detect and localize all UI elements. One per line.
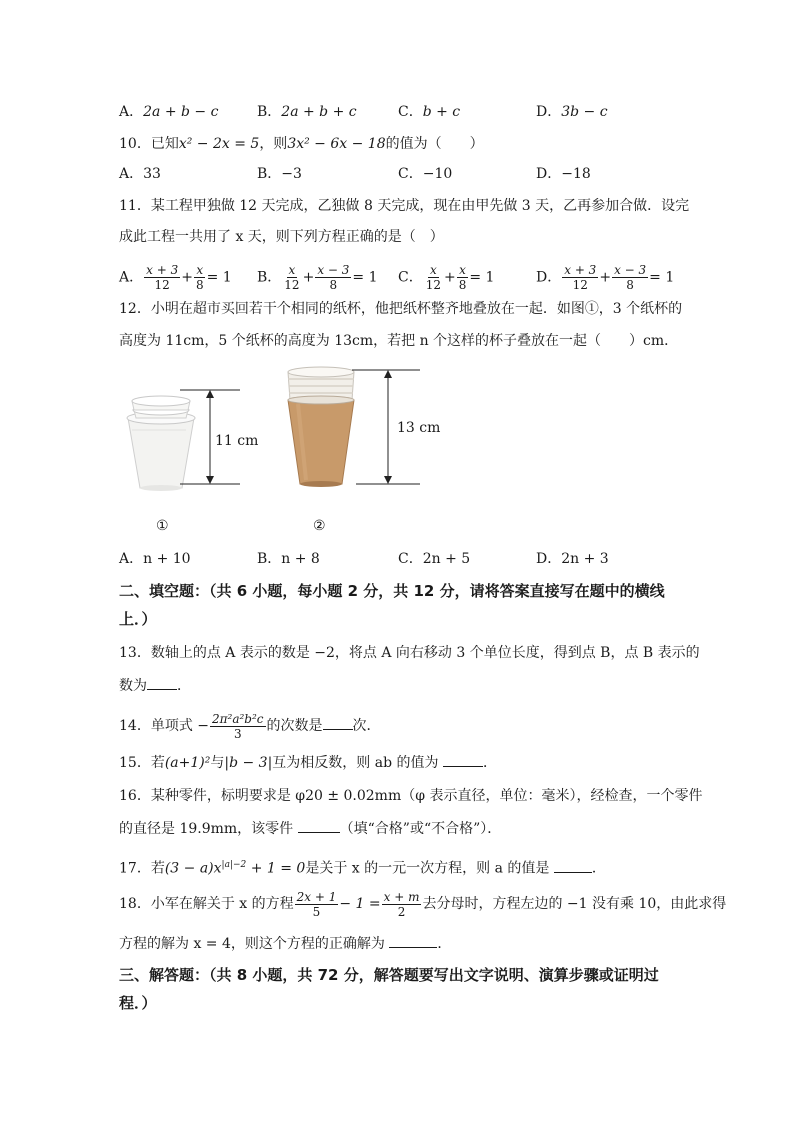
q11-stem-line2: 成此工程一共用了 x 天，则下列方程正确的是（ ） xyxy=(119,229,444,245)
figure-2-height-label: 13 cm xyxy=(397,420,441,436)
q10-option-b: B．−3 xyxy=(257,166,302,182)
q18-stem-line1: 18．小军在解关于 x 的方程 $\frac{2x + 1}{5}$ − 1 = $\frac{x + m}{2}$ 去分母时，方程左边的 −1 没有乘 10，由此求得 xyxy=(119,889,727,919)
q16-stem-line1: 16．某种零件，标明要求是 φ20 ± 0.02mm（φ 表示直径，单位：毫米），经检查，一个零件 xyxy=(119,788,703,804)
q16-stem-line2: 的直径是 19.9mm，该零件 （填“合格”或“不合格”）． xyxy=(119,818,501,839)
section-2-heading: 二、填空题：（共 6 小题，每小题 2 分，共 12 分，请将答案直接写在题中的横线上．） xyxy=(119,582,665,628)
q17-answer-blank[interactable] xyxy=(554,858,592,873)
q12-option-b: B．n + 8 xyxy=(257,551,320,567)
q18-answer-blank[interactable] xyxy=(389,933,437,948)
q16-answer-blank[interactable] xyxy=(298,818,340,833)
q10-option-a: A．33 xyxy=(119,166,161,182)
kraft-cup-stack xyxy=(288,367,354,487)
white-cup-stack xyxy=(127,396,195,491)
q12-option-c: C．2n + 5 xyxy=(398,551,471,567)
q9-option-a: A．2a + b − c xyxy=(119,104,219,120)
figure-1-caption: ① xyxy=(156,518,169,534)
section-3-heading: 三、解答题：（共 8 小题，共 72 分，解答题要写出文字说明、演算步骤或证明过程．） xyxy=(119,966,659,1012)
q13-stem-line2: 数为 ． xyxy=(119,675,191,696)
q18-stem-line2: 方程的解为 x = 4，则这个方程的正确解为 ． xyxy=(119,933,451,954)
q14-stem: 14．单项式 − $\frac{\text{2π²a²b²c}}{3}$ 的次数是 次． xyxy=(119,711,381,741)
q12-option-d: D．2n + 3 xyxy=(536,551,609,567)
q12-stem-line2: 高度为 11cm，5 个纸杯的高度为 13cm，若把 n 个这样的杯子叠放在一起（ ）cm． xyxy=(119,333,679,349)
q12-stem-line1: 12．小明在超市买回若干个相同的纸杯，他把纸杯整齐地叠放在一起．如图①，3 个纸杯的 xyxy=(119,301,683,317)
q11-stem-line1: 11．某工程甲独做 12 天完成，乙独做 8 天完成，现在由甲先做 3 天，乙再参加合做．设完 xyxy=(119,198,690,214)
q15-answer-blank[interactable] xyxy=(443,752,483,767)
q9-option-d: D．3b − c xyxy=(536,104,608,120)
q10-option-d: D．−18 xyxy=(536,166,591,182)
q15-stem: 15．若(a+1)²与|b − 3|互为相反数，则 ab 的值为 ． xyxy=(119,752,497,773)
q17-stem: 17．若$(3 - a)x^{|a|-2} + 1 = 0$是关于 x 的一元一次方程，则 a 的值是 ． xyxy=(119,855,606,879)
q10-stem: 10．已知x² − 2x = 5，则3x² − 6x − 18的值为（ ） xyxy=(119,136,484,152)
q10-option-c: C．−10 xyxy=(398,166,453,182)
q11-option-d: D． $\frac{x + 3}{12}$ + $\frac{x - 3}{8}$ = 1 xyxy=(536,263,675,292)
q13-stem-line1: 13．数轴上的点 A 表示的数是 −2，将点 A 向右移动 3 个单位长度，得到点 B，点 B 表示的 xyxy=(119,645,700,661)
figure-2-caption: ② xyxy=(313,518,326,534)
q9-option-b: B．2a + b + c xyxy=(257,104,357,120)
q9-option-c: C．b + c xyxy=(398,104,461,120)
q12-option-a: A．n + 10 xyxy=(119,551,191,567)
q14-answer-blank[interactable] xyxy=(323,715,353,730)
q11-option-c: C． $\frac{x}{12}$ + $\frac{x}{8}$ = 1 xyxy=(398,263,495,292)
figure-1-height-label: 11 cm xyxy=(215,433,259,449)
q13-answer-blank[interactable] xyxy=(147,675,177,690)
q11-option-a: A． $\frac{x + 3}{12}$ + $\frac{x}{8}$ = 1 xyxy=(119,263,232,292)
q11-option-b: B． $\frac{x}{12}$ + $\frac{x - 3}{8}$ = 1 xyxy=(257,263,378,292)
